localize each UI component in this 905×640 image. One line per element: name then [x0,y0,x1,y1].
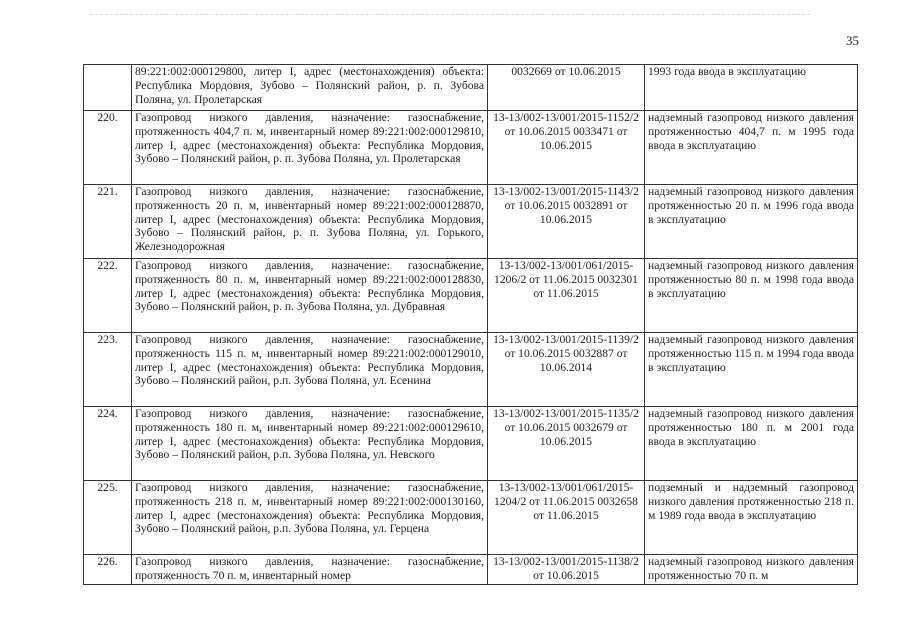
registration-record: 13-13/002-13/001/2015-1139/2 от 10.06.2015 0032887 от 10.06.2014 [488,333,645,407]
row-number: 224. [84,407,132,481]
table-row [84,481,858,555]
table-row [84,185,858,259]
object-note: надземный газопровод низкого давления протяженностью 115 п. м 1994 года ввода в эксплуатацию [645,333,858,407]
object-note: надземный газопровод низкого давления протяженностью 70 п. м [645,555,858,585]
table-row [84,555,858,585]
row-number [84,65,132,111]
object-description: Газопровод низкого давления, назначение: газоснабжение, протяженность 218 п. м, инвентарный номер 89:221:002:000130160, литер I, адрес (местонахождения) объекта: Республика Мордовия, Зубово – Полянский район, р.п. Зубова Поляна, ул. Герцена [132,481,488,555]
row-number: 221. [84,185,132,259]
registration-record: 13-13/002-13/001/061/2015-1206/2 от 11.06.2015 0032301 от 11.06.2015 [488,259,645,333]
table-row [84,333,858,407]
object-description: 89:221:002:000129800, литер I, адрес (местонахождения) объекта: Республика Мордовия, Зубово – Полянский район, р. п. Зубова Поляна, ул. Пролетарская [132,65,488,111]
table-row [84,111,858,185]
registration-record: 13-13/002-13/001/2015-1152/2 от 10.06.2015 0033471 от 10.06.2015 [488,111,645,185]
object-note: надземный газопровод низкого давления протяженностью 180 п. м 2001 года ввода в эксплуатацию [645,407,858,481]
table-row [84,407,858,481]
row-number: 223. [84,333,132,407]
registry-table [83,64,858,585]
registration-record: 13-13/002-13/001/2015-1135/2 от 10.06.2015 0032679 от 10.06.2015 [488,407,645,481]
object-note: надземный газопровод низкого давления протяженностью 20 п. м 1996 года ввода в эксплуатацию [645,185,858,259]
object-note: надземный газопровод низкого давления протяженностью 404,7 п. м 1995 года ввода в эксплуатацию [645,111,858,185]
row-number: 226. [84,555,132,585]
registration-record: 13-13/002-13/001/2015-1143/2 от 10.06.2015 0032891 от 10.06.2015 [488,185,645,259]
registration-record: 13-13/002-13/001/2015-1138/2 от 10.06.2015 [488,555,645,585]
table-row [84,259,858,333]
object-note: надземный газопровод низкого давления протяженностью 80 п. м 1998 года ввода в эксплуатацию [645,259,858,333]
object-description: Газопровод низкого давления, назначение: газоснабжение, протяженность 80 п. м, инвентарный номер 89:221:002:000128830, литер I, адрес (местонахождения) объекта: Республика Мордовия, Зубово – Полянский район, р. п. Зубова Поляна, ул. Дубравная [132,259,488,333]
object-note: подземный и надземный газопровод низкого давления протяженностью 218 п. м 1989 года ввода в эксплуатацию [645,481,858,555]
object-description: Газопровод низкого давления, назначение: газоснабжение, протяженность 180 п. м, инвентарный номер 89:221:002:000129610, литер I, адрес (местонахождения) объекта: Республика Мордовия, Зубово – Полянский район, р.п. Зубова Поляна, ул. Невского [132,407,488,481]
row-number: 220. [84,111,132,185]
table-row [84,65,858,111]
registration-record: 0032669 от 10.06.2015 [488,65,645,111]
object-note: 1993 года ввода в эксплуатацию [645,65,858,111]
row-number: 222. [84,259,132,333]
object-description: Газопровод низкого давления, назначение: газоснабжение, протяженность 115 п. м, инвентарный номер 89:221:002:000129010, литер I, адрес (местонахождения) объекта: Республика Мордовия, Зубово – Полянский район, р.п. Зубова Поляна, ул. Есенина [132,333,488,407]
page-number: 35 [846,33,859,48]
scan-noise [90,14,810,17]
row-number: 225. [84,481,132,555]
object-description: Газопровод низкого давления, назначение: газоснабжение, протяженность 20 п. м, инвентарный номер 89:221:002:000128870, литер I, адрес (местонахождения) объекта: Республика Мордовия, Зубово – Полянский район, р. п. Зубова Поляна, ул. Горького, Железнодорожная [132,185,488,259]
object-description: Газопровод низкого давления, назначение: газоснабжение, протяженность 404,7 п. м, инвентарный номер 89:221:002:000129810, литер I, адрес (местонахождения) объекта: Республика Мордовия, Зубово – Полянский район, р. п. Зубова Поляна, ул. Пролетарская [132,111,488,185]
registration-record: 13-13/002-13/001/061/2015-1204/2 от 11.06.2015 0032658 от 11.06.2015 [488,481,645,555]
object-description: Газопровод низкого давления, назначение: газоснабжение, протяженность 70 п. м, инвентарный номер [132,555,488,585]
